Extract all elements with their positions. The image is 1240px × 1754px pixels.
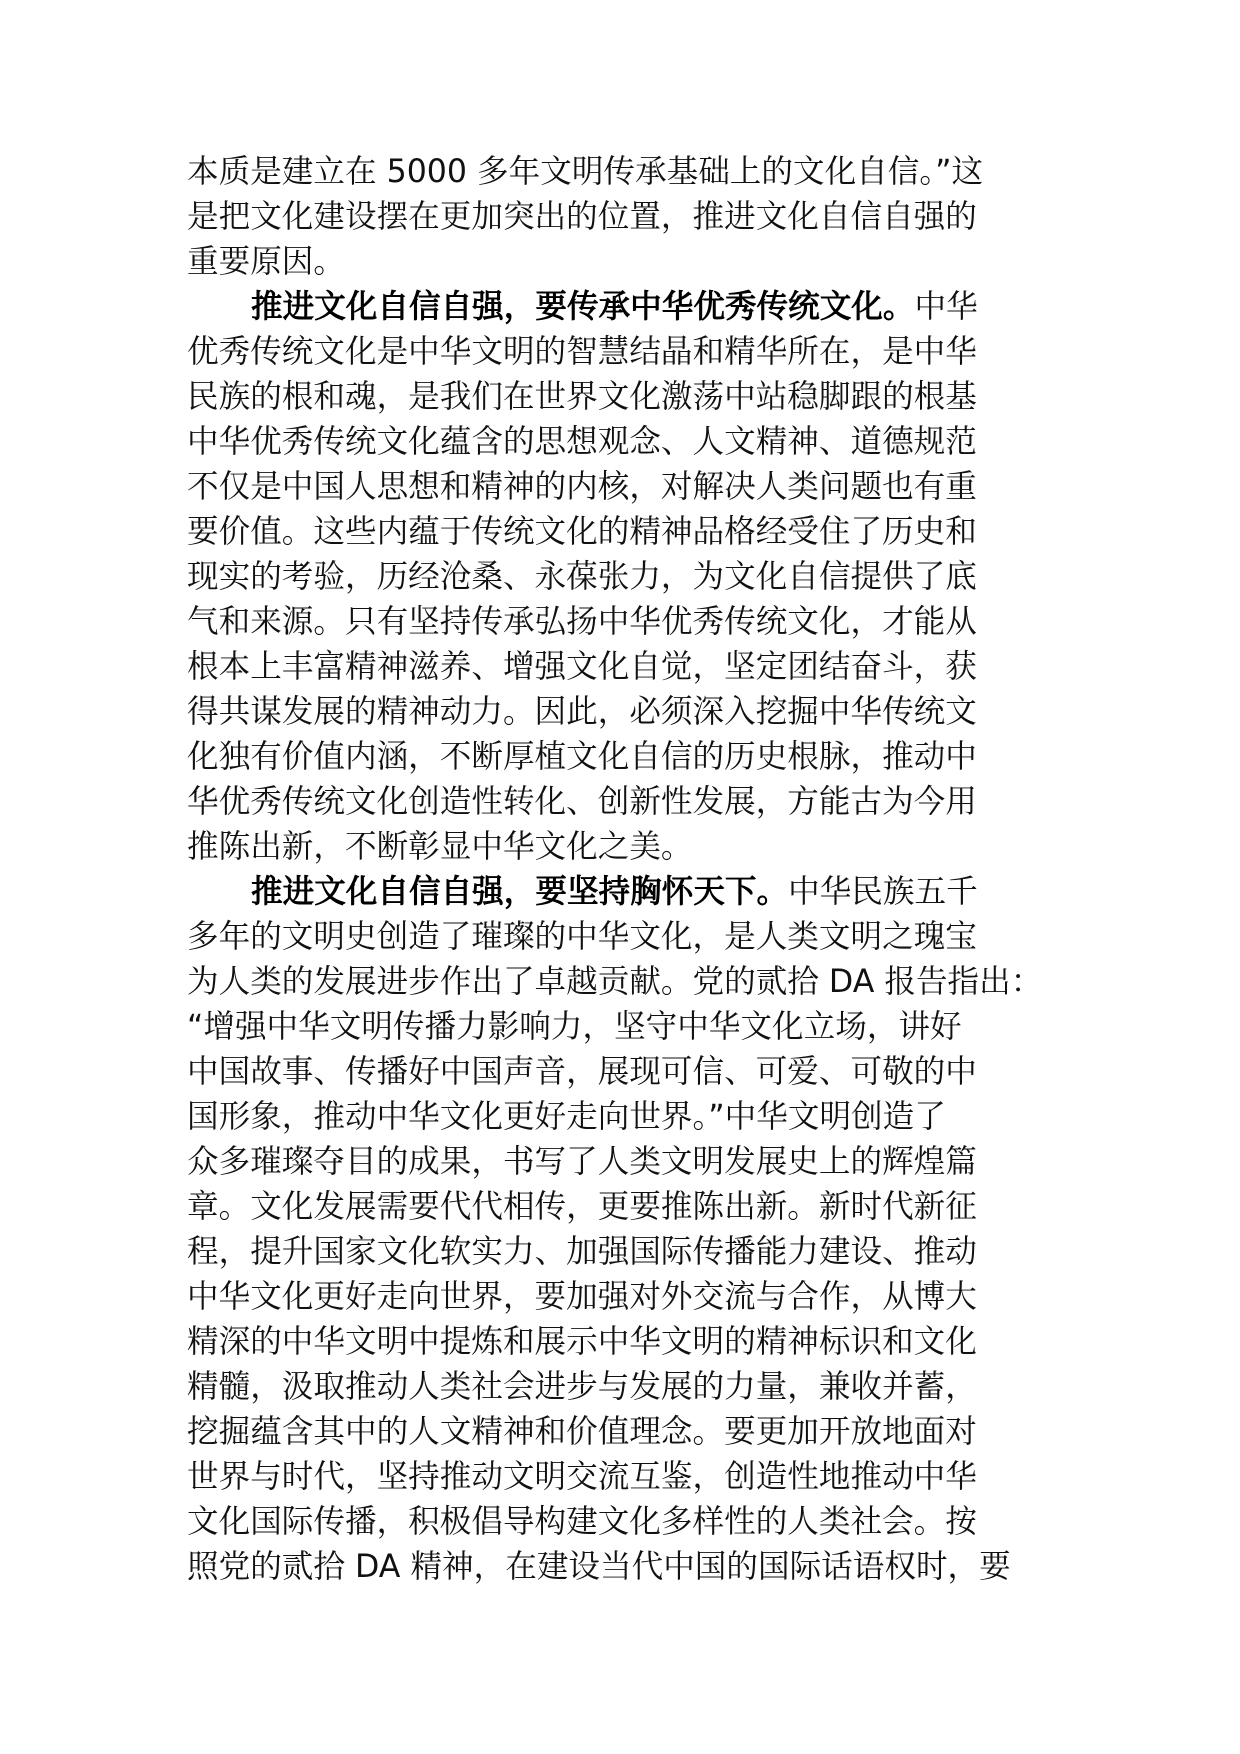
text-line: 华优秀传统文化创造性转化、创新性发展，方能古为今用 [187,784,977,820]
text-line: 为人类的发展进步作出了卓越贡献。党的贰拾 DA 报告指出： [187,964,1043,1000]
text-line: 现实的考验，历经沧桑、永葆张力，为文化自信提供了底 [187,559,977,595]
text-line: 得共谋发展的精神动力。因此，必须深入挖掘中华传统文 [187,694,977,730]
text-line: 众多璀璨夺目的成果，书写了人类文明发展史上的辉煌篇 [187,1144,977,1180]
heading-line-continuation: 中华 [914,289,978,325]
document-body [187,150,1057,1590]
text-line: 推陈出新，不断彰显中华文化之美。 [187,829,693,865]
text-line: 气和来源。只有坚持传承弘扬中华优秀传统文化，才能从 [187,604,977,640]
text-line: 世界与时代，坚持推动文明交流互鉴，创造性地推动中华 [187,1459,977,1495]
text-line: 是把文化建设摆在更加突出的位置，推进文化自信自强的 [187,199,977,235]
text-line: 不仅是中国人思想和精神的内核，对解决人类问题也有重 [187,469,977,505]
text-line: 重要原因。 [187,244,345,280]
text-line: 文化国际传播，积极倡导构建文化多样性的人类社会。按 [187,1504,977,1540]
text-line: 国形象，推动中华文化更好走向世界。”中华文明创造了 [187,1099,946,1135]
text-line: 民族的根和魂，是我们在世界文化激荡中站稳脚跟的根基 [187,379,977,415]
paragraph-heading: 推进文化自信自强，要传承中华优秀传统文化。 [251,289,915,325]
text-line: “增强中华文明传播力影响力，坚守中华文化立场，讲好 [187,1009,962,1045]
text-line: 中华优秀传统文化蕴含的思想观念、人文精神、道德规范 [187,424,977,460]
heading-line-continuation: 中华民族五千 [788,874,978,910]
text-line: 中华文化更好走向世界，要加强对外交流与合作，从博大 [187,1279,977,1315]
text-line: 中国故事、传播好中国声音，展现可信、可爱、可敬的中 [187,1054,977,1090]
text-line: 优秀传统文化是中华文明的智慧结晶和精华所在，是中华 [187,334,977,370]
paragraph-heading-line [187,285,1057,330]
text-line: 章。文化发展需要代代相传，更要推陈出新。新时代新征 [187,1189,977,1225]
text-line: 根本上丰富精神滋养、增强文化自觉，坚定团结奋斗，获 [187,649,977,685]
text-line: 要价值。这些内蕴于传统文化的精神品格经受住了历史和 [187,514,977,550]
text-line: 本质是建立在 5000 多年文明传承基础上的文化自信。”这 [187,154,984,190]
text-line: 照党的贰拾 DA 精神，在建设当代中国的国际话语权时，要 [187,1549,1011,1585]
text-line: 挖掘蕴含其中的人文精神和价值理念。要更加开放地面对 [187,1414,977,1450]
paragraph-heading: 推进文化自信自强，要坚持胸怀天下。 [251,874,789,910]
text-line: 多年的文明史创造了璀璨的中华文化，是人类文明之瑰宝 [187,919,977,955]
text-line: 程，提升国家文化软实力、加强国际传播能力建设、推动 [187,1234,977,1270]
paragraph-heading-line [187,870,1057,915]
text-line: 精髓，汲取推动人类社会进步与发展的力量，兼收并蓄， [187,1369,977,1405]
text-line: 化独有价值内涵，不断厚植文化自信的历史根脉，推动中 [187,739,977,775]
text-line: 精深的中华文明中提炼和展示中华文明的精神标识和文化 [187,1324,977,1360]
